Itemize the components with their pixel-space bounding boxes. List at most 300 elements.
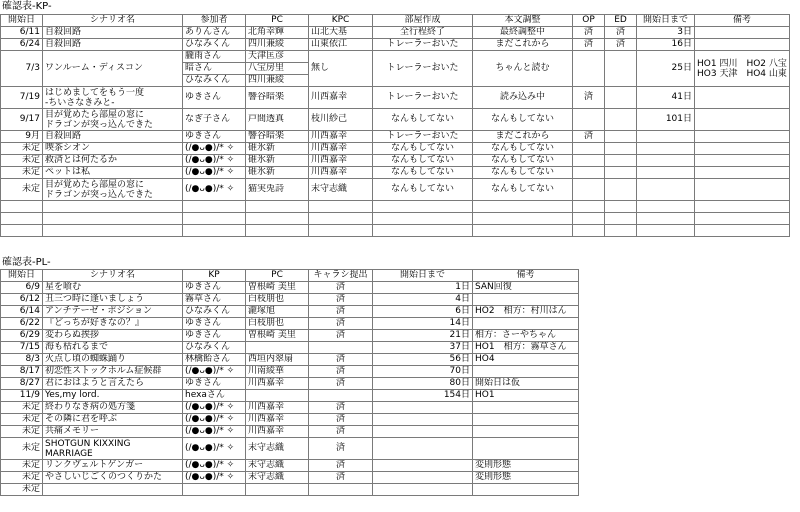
pc-names bbox=[246, 109, 309, 131]
pl-header-cell: 開始日まで bbox=[373, 270, 473, 282]
participants bbox=[183, 155, 246, 167]
ed-status bbox=[605, 87, 637, 109]
note bbox=[695, 87, 790, 109]
start-date: 未定 bbox=[1, 179, 43, 201]
scenario-name: 初恋性ストックホルム症候群 bbox=[43, 366, 183, 378]
kpc-name: 川西嘉幸 bbox=[309, 143, 373, 155]
op-status: 済 bbox=[573, 39, 605, 51]
days-until-start bbox=[637, 131, 695, 143]
sheet-submitted bbox=[309, 342, 373, 354]
pl-header-row bbox=[1, 270, 579, 282]
empty-cell bbox=[309, 225, 373, 237]
note bbox=[473, 294, 579, 306]
kp-name bbox=[183, 484, 246, 496]
sheet-submitted: 済 bbox=[309, 306, 373, 318]
scenario-name: 目が覚めたら部屋の窓に ドラゴンが突っ込んできた bbox=[43, 179, 183, 201]
start-date: 未定 bbox=[1, 484, 43, 496]
pl-row bbox=[1, 318, 579, 330]
kpc-name: 川西嘉幸 bbox=[309, 167, 373, 179]
pl-header-cell: キャラシ提出 bbox=[309, 270, 373, 282]
scenario-name: 目が覚めたら部屋の窓に ドラゴンが突っ込んできた bbox=[43, 109, 183, 131]
kp-row bbox=[1, 87, 790, 109]
text-status: まだこれから bbox=[473, 39, 573, 51]
note bbox=[695, 39, 790, 51]
kp-table bbox=[0, 14, 790, 237]
start-date: 未定 bbox=[1, 460, 43, 472]
start-date: 未定 bbox=[1, 472, 43, 484]
scenario-name: 『どっちが好きなの？』 bbox=[43, 318, 183, 330]
kp-name: 霧草さん bbox=[183, 294, 246, 306]
empty-cell bbox=[605, 225, 637, 237]
pl-row bbox=[1, 484, 579, 496]
scenario-name: ペットは私 bbox=[43, 167, 183, 179]
empty-cell bbox=[695, 201, 790, 213]
start-date: 未定 bbox=[1, 438, 43, 460]
text-status: なんもしてない bbox=[473, 167, 573, 179]
days-until-start bbox=[637, 179, 695, 201]
kp-name: hexaさん bbox=[183, 390, 246, 402]
kpc-name: 山東依江 bbox=[309, 39, 373, 51]
kp-name: ひなみくん bbox=[183, 342, 246, 354]
kp-row bbox=[1, 109, 790, 131]
pc-names bbox=[246, 39, 309, 51]
op-status: 済 bbox=[573, 131, 605, 143]
scenario-name: 共痛メモリー bbox=[43, 426, 183, 438]
note bbox=[473, 402, 579, 414]
note: HO1 bbox=[473, 390, 579, 402]
kp-empty-row bbox=[1, 213, 790, 225]
kp-row bbox=[1, 51, 790, 87]
kp-row bbox=[1, 179, 790, 201]
participants bbox=[183, 167, 246, 179]
kp-row bbox=[1, 39, 790, 51]
scenario-name: ワンルーム・ディスコン bbox=[43, 51, 183, 87]
scenario-name: 星を喰む bbox=[43, 282, 183, 294]
pl-row bbox=[1, 460, 579, 472]
scenario-name: Yes,my lord. bbox=[43, 390, 183, 402]
empty-cell bbox=[1, 213, 43, 225]
start-date: 6/29 bbox=[1, 330, 43, 342]
kp-name: ひなみくん bbox=[183, 306, 246, 318]
pc-names bbox=[246, 143, 309, 155]
pc-names bbox=[246, 167, 309, 179]
sheet-submitted: 済 bbox=[309, 426, 373, 438]
kp-name: (/●ᴗ●)/* ✧ bbox=[183, 426, 246, 438]
scenario-name: 救済とは何たるか bbox=[43, 155, 183, 167]
kp-name: (/●ᴗ●)/* ✧ bbox=[183, 460, 246, 472]
note: HO4 bbox=[473, 354, 579, 366]
participant-name: ひなみくん bbox=[185, 39, 231, 49]
ed-status bbox=[605, 143, 637, 155]
kp-header-cell: OP bbox=[573, 15, 605, 27]
participant-name: 朧雨さん bbox=[183, 51, 245, 63]
op-status bbox=[573, 109, 605, 131]
pl-row bbox=[1, 426, 579, 438]
scenario-name: リンクヴェルトゲンガー bbox=[43, 460, 183, 472]
kpc-name: 川西嘉幸 bbox=[309, 155, 373, 167]
pc-name: 川南綾華 bbox=[246, 366, 309, 378]
note: SAN回復 bbox=[473, 282, 579, 294]
participants bbox=[183, 51, 246, 87]
sheet-submitted: 済 bbox=[309, 378, 373, 390]
op-status bbox=[573, 179, 605, 201]
start-date: 6/22 bbox=[1, 318, 43, 330]
op-status bbox=[573, 167, 605, 179]
sheet-submitted: 済 bbox=[309, 460, 373, 472]
empty-cell bbox=[1, 225, 43, 237]
pl-row bbox=[1, 306, 579, 318]
sheet-submitted: 済 bbox=[309, 354, 373, 366]
note bbox=[695, 179, 790, 201]
text-status: なんもしてない bbox=[473, 155, 573, 167]
participants bbox=[183, 131, 246, 143]
pc-name: 北角幸輝 bbox=[248, 27, 285, 37]
pc-name: 曽根崎 美里 bbox=[246, 282, 309, 294]
scenario-name: はじめましてをもう一度 -ちいさなきみと- bbox=[43, 87, 183, 109]
kp-name: (/●ᴗ●)/* ✧ bbox=[183, 414, 246, 426]
start-date: 未定 bbox=[1, 426, 43, 438]
ed-status bbox=[605, 167, 637, 179]
op-status bbox=[573, 143, 605, 155]
empty-cell bbox=[573, 225, 605, 237]
start-date: 11/9 bbox=[1, 390, 43, 402]
empty-cell bbox=[695, 225, 790, 237]
days-until-start bbox=[373, 472, 473, 484]
empty-cell bbox=[183, 225, 246, 237]
pc-name: 末守志織 bbox=[246, 438, 309, 460]
start-date: 6/9 bbox=[1, 282, 43, 294]
note: HO1 相方：霧草さん bbox=[473, 342, 579, 354]
pc-name: 末守志織 bbox=[246, 460, 309, 472]
sheet-submitted: 済 bbox=[309, 330, 373, 342]
sheet-submitted: 済 bbox=[309, 318, 373, 330]
pl-row bbox=[1, 390, 579, 402]
kp-empty-row bbox=[1, 225, 790, 237]
kpc-name: 末守志織 bbox=[309, 179, 373, 201]
empty-cell bbox=[605, 201, 637, 213]
days-until-start: 25日 bbox=[637, 51, 695, 87]
pc-name: 川西嘉幸 bbox=[246, 426, 309, 438]
text-status: なんもしてない bbox=[473, 143, 573, 155]
start-date: 未定 bbox=[1, 414, 43, 426]
empty-cell bbox=[309, 201, 373, 213]
start-date: 7/19 bbox=[1, 87, 43, 109]
days-until-start: 6日 bbox=[373, 306, 473, 318]
kpc-name: 川西嘉幸 bbox=[309, 131, 373, 143]
days-until-start: 56日 bbox=[373, 354, 473, 366]
pl-header-cell: KP bbox=[183, 270, 246, 282]
note bbox=[473, 426, 579, 438]
start-date: 9月 bbox=[1, 131, 43, 143]
participants bbox=[183, 179, 246, 201]
days-until-start: 1日 bbox=[373, 282, 473, 294]
empty-cell bbox=[373, 213, 473, 225]
pc-name: 曽根崎 美里 bbox=[246, 330, 309, 342]
pl-row bbox=[1, 472, 579, 484]
scenario-name: やさしいじごくのつくりかた bbox=[43, 472, 183, 484]
scenario-name: 君におはようと言えたら bbox=[43, 378, 183, 390]
pl-row bbox=[1, 282, 579, 294]
room-status: 全行程終了 bbox=[373, 27, 473, 39]
participant-name: ありんさん bbox=[185, 27, 231, 37]
kp-section-title: 確認表-KP- bbox=[2, 1, 52, 12]
kp-header-cell: 部屋作成 bbox=[373, 15, 473, 27]
pc-name: 碓氷新 bbox=[248, 167, 276, 177]
start-date: 未定 bbox=[1, 167, 43, 179]
op-status bbox=[573, 51, 605, 87]
ed-status: 済 bbox=[605, 27, 637, 39]
scenario-name: 終わりなき病の処方箋 bbox=[43, 402, 183, 414]
days-until-start: 16日 bbox=[637, 39, 695, 51]
days-until-start bbox=[637, 143, 695, 155]
scenario-name: 自殺回路 bbox=[43, 131, 183, 143]
text-status: まだこれから bbox=[473, 131, 573, 143]
start-date: 6/11 bbox=[1, 27, 43, 39]
sheet-submitted: 済 bbox=[309, 294, 373, 306]
days-until-start: 80日 bbox=[373, 378, 473, 390]
pc-name: 川西嘉幸 bbox=[246, 378, 309, 390]
sheet-submitted: 済 bbox=[309, 472, 373, 484]
pc-name: 猫実兎詩 bbox=[248, 184, 285, 194]
participant-name: ゆきさん bbox=[185, 92, 222, 102]
pl-header-cell: 備考 bbox=[473, 270, 579, 282]
days-until-start: 154日 bbox=[373, 390, 473, 402]
participant-name: (/●ᴗ●)/* ✧ bbox=[185, 167, 235, 177]
pc-name: 白枝朋也 bbox=[246, 294, 309, 306]
kp-row bbox=[1, 27, 790, 39]
empty-cell bbox=[246, 225, 309, 237]
days-until-start bbox=[373, 414, 473, 426]
days-until-start: 21日 bbox=[373, 330, 473, 342]
kp-name: (/●ᴗ●)/* ✧ bbox=[183, 472, 246, 484]
start-date: 未定 bbox=[1, 155, 43, 167]
empty-cell bbox=[695, 213, 790, 225]
text-status: 最終調整中 bbox=[473, 27, 573, 39]
room-status: なんもしてない bbox=[373, 167, 473, 179]
start-date: 6/14 bbox=[1, 306, 43, 318]
ed-status: 済 bbox=[605, 39, 637, 51]
empty-cell bbox=[43, 201, 183, 213]
days-until-start bbox=[373, 484, 473, 496]
ed-status bbox=[605, 155, 637, 167]
empty-cell bbox=[43, 213, 183, 225]
participant-name: ゆきさん bbox=[185, 131, 222, 141]
participants bbox=[183, 143, 246, 155]
days-until-start: 41日 bbox=[637, 87, 695, 109]
participant-name: (/●ᴗ●)/* ✧ bbox=[185, 184, 235, 194]
empty-cell bbox=[373, 201, 473, 213]
pc-name: 響谷暗楽 bbox=[248, 131, 285, 141]
participant-name: なぎ子さん bbox=[185, 114, 231, 124]
scenario-name: 丑三つ時に逢いましょう bbox=[43, 294, 183, 306]
sheet-submitted: 済 bbox=[309, 402, 373, 414]
empty-cell bbox=[43, 225, 183, 237]
scenario-name: SHOTGUN KIXXING MARRIAGE bbox=[43, 438, 183, 460]
pc-name: 川西嘉幸 bbox=[246, 402, 309, 414]
days-until-start bbox=[637, 167, 695, 179]
kp-header-cell: シナリオ名 bbox=[43, 15, 183, 27]
pc-name: 川西嘉幸 bbox=[246, 414, 309, 426]
days-until-start: 101日 bbox=[637, 109, 695, 131]
ed-status bbox=[605, 131, 637, 143]
kp-name: ゆきさん bbox=[183, 318, 246, 330]
kp-name: (/●ᴗ●)/* ✧ bbox=[183, 438, 246, 460]
text-status: 読み込み中 bbox=[473, 87, 573, 109]
participant-name: (/●ᴗ●)/* ✧ bbox=[185, 143, 235, 153]
note bbox=[695, 167, 790, 179]
pl-table bbox=[0, 269, 579, 496]
ed-status bbox=[605, 109, 637, 131]
kpc-name: 川西嘉幸 bbox=[309, 87, 373, 109]
empty-cell bbox=[183, 201, 246, 213]
pc-name: 白枝朋也 bbox=[246, 318, 309, 330]
note bbox=[473, 414, 579, 426]
participants bbox=[183, 39, 246, 51]
pl-row bbox=[1, 366, 579, 378]
pl-row bbox=[1, 414, 579, 426]
kp-header-row bbox=[1, 15, 790, 27]
days-until-start bbox=[637, 155, 695, 167]
start-date: 未定 bbox=[1, 143, 43, 155]
pl-row bbox=[1, 330, 579, 342]
note bbox=[695, 155, 790, 167]
note: 変則形態 bbox=[473, 460, 579, 472]
kp-name: (/●ᴗ●)/* ✧ bbox=[183, 402, 246, 414]
start-date: 8/3 bbox=[1, 354, 43, 366]
days-until-start bbox=[373, 438, 473, 460]
pl-header-cell: 開始日 bbox=[1, 270, 43, 282]
days-until-start: 3日 bbox=[637, 27, 695, 39]
sheet-submitted: 済 bbox=[309, 366, 373, 378]
room-status: なんもしてない bbox=[373, 179, 473, 201]
note bbox=[695, 143, 790, 155]
text-status: ちゃんと読む bbox=[473, 51, 573, 87]
empty-cell bbox=[573, 213, 605, 225]
kp-header-cell: 参加者 bbox=[183, 15, 246, 27]
pc-name bbox=[246, 390, 309, 402]
start-date: 8/27 bbox=[1, 378, 43, 390]
participants bbox=[183, 109, 246, 131]
sheet-submitted: 済 bbox=[309, 438, 373, 460]
note bbox=[473, 366, 579, 378]
start-date: 未定 bbox=[1, 402, 43, 414]
pc-names bbox=[246, 179, 309, 201]
pc-names bbox=[246, 51, 309, 87]
kp-name: ゆきさん bbox=[183, 330, 246, 342]
note bbox=[695, 109, 790, 131]
days-until-start: 70日 bbox=[373, 366, 473, 378]
days-until-start bbox=[373, 460, 473, 472]
pc-names bbox=[246, 131, 309, 143]
pc-names bbox=[246, 87, 309, 109]
note: HO1 四川 HO2 八宝 HO3 天津 HO4 山東 bbox=[695, 51, 790, 87]
pc-names bbox=[246, 155, 309, 167]
participant-name: (/●ᴗ●)/* ✧ bbox=[185, 155, 235, 165]
op-status: 済 bbox=[573, 27, 605, 39]
days-until-start: 4日 bbox=[373, 294, 473, 306]
op-status bbox=[573, 155, 605, 167]
pc-name: 末守志織 bbox=[246, 472, 309, 484]
participants bbox=[183, 87, 246, 109]
note bbox=[695, 27, 790, 39]
pl-header-cell: シナリオ名 bbox=[43, 270, 183, 282]
note: HO2 相方：村川はん bbox=[473, 306, 579, 318]
start-date: 6/12 bbox=[1, 294, 43, 306]
empty-cell bbox=[473, 225, 573, 237]
room-status: なんもしてない bbox=[373, 109, 473, 131]
empty-cell bbox=[573, 201, 605, 213]
empty-cell bbox=[246, 213, 309, 225]
kp-name: ゆきさん bbox=[183, 378, 246, 390]
start-date: 7/15 bbox=[1, 342, 43, 354]
note bbox=[473, 438, 579, 460]
participant-name: ひなみくん bbox=[185, 75, 231, 85]
kp-row bbox=[1, 143, 790, 155]
empty-cell bbox=[309, 213, 373, 225]
scenario-name: 海も枯れるまで bbox=[43, 342, 183, 354]
pl-row bbox=[1, 294, 579, 306]
note bbox=[695, 131, 790, 143]
scenario-name: 自殺回路 bbox=[43, 39, 183, 51]
kp-row bbox=[1, 131, 790, 143]
kp-row bbox=[1, 155, 790, 167]
room-status: なんもしてない bbox=[373, 155, 473, 167]
pc-name: 瀧塚旭 bbox=[246, 306, 309, 318]
note: 相方：さーやちゃん bbox=[473, 330, 579, 342]
pc-name: 天津匡彦 bbox=[246, 51, 308, 63]
pl-row bbox=[1, 438, 579, 460]
kpc-name: 枝川紗己 bbox=[309, 109, 373, 131]
kpc-name: 山北大基 bbox=[309, 27, 373, 39]
kp-header-cell: ED bbox=[605, 15, 637, 27]
empty-cell bbox=[473, 201, 573, 213]
pc-names bbox=[246, 27, 309, 39]
room-status: トレーラーおいた bbox=[373, 39, 473, 51]
room-status: トレーラーおいた bbox=[373, 87, 473, 109]
pc-name bbox=[246, 342, 309, 354]
room-status: トレーラーおいた bbox=[373, 131, 473, 143]
days-until-start bbox=[373, 426, 473, 438]
kp-header-cell: 開始日 bbox=[1, 15, 43, 27]
pl-row bbox=[1, 342, 579, 354]
scenario-name: 変わらぬ挨拶 bbox=[43, 330, 183, 342]
kpc-name: 無し bbox=[309, 51, 373, 87]
empty-cell bbox=[246, 201, 309, 213]
sheet-submitted bbox=[309, 484, 373, 496]
pc-name: 碓氷新 bbox=[248, 155, 276, 165]
pc-name: 碓氷新 bbox=[248, 143, 276, 153]
scenario-name: アンチテーゼ・ポジション bbox=[43, 306, 183, 318]
sheet-submitted bbox=[309, 390, 373, 402]
start-date: 6/24 bbox=[1, 39, 43, 51]
scenario-name: その隣に君を呼ぶ bbox=[43, 414, 183, 426]
scenario-name bbox=[43, 484, 183, 496]
kp-header-cell: 開始日まで bbox=[637, 15, 695, 27]
kp-name: (/●ᴗ●)/* ✧ bbox=[183, 366, 246, 378]
days-until-start: 14日 bbox=[373, 318, 473, 330]
op-status: 済 bbox=[573, 87, 605, 109]
empty-cell bbox=[605, 213, 637, 225]
kp-name: ゆきさん bbox=[183, 282, 246, 294]
participant-name: 暗さん bbox=[183, 63, 245, 75]
sheet-submitted: 済 bbox=[309, 282, 373, 294]
room-status: トレーラーおいた bbox=[373, 51, 473, 87]
empty-cell bbox=[637, 213, 695, 225]
scenario-name: 火点し頃の蜘蛛踊り bbox=[43, 354, 183, 366]
kp-header-cell: 備考 bbox=[695, 15, 790, 27]
kp-header-cell: 本文調整 bbox=[473, 15, 573, 27]
text-status: なんもしてない bbox=[473, 179, 573, 201]
